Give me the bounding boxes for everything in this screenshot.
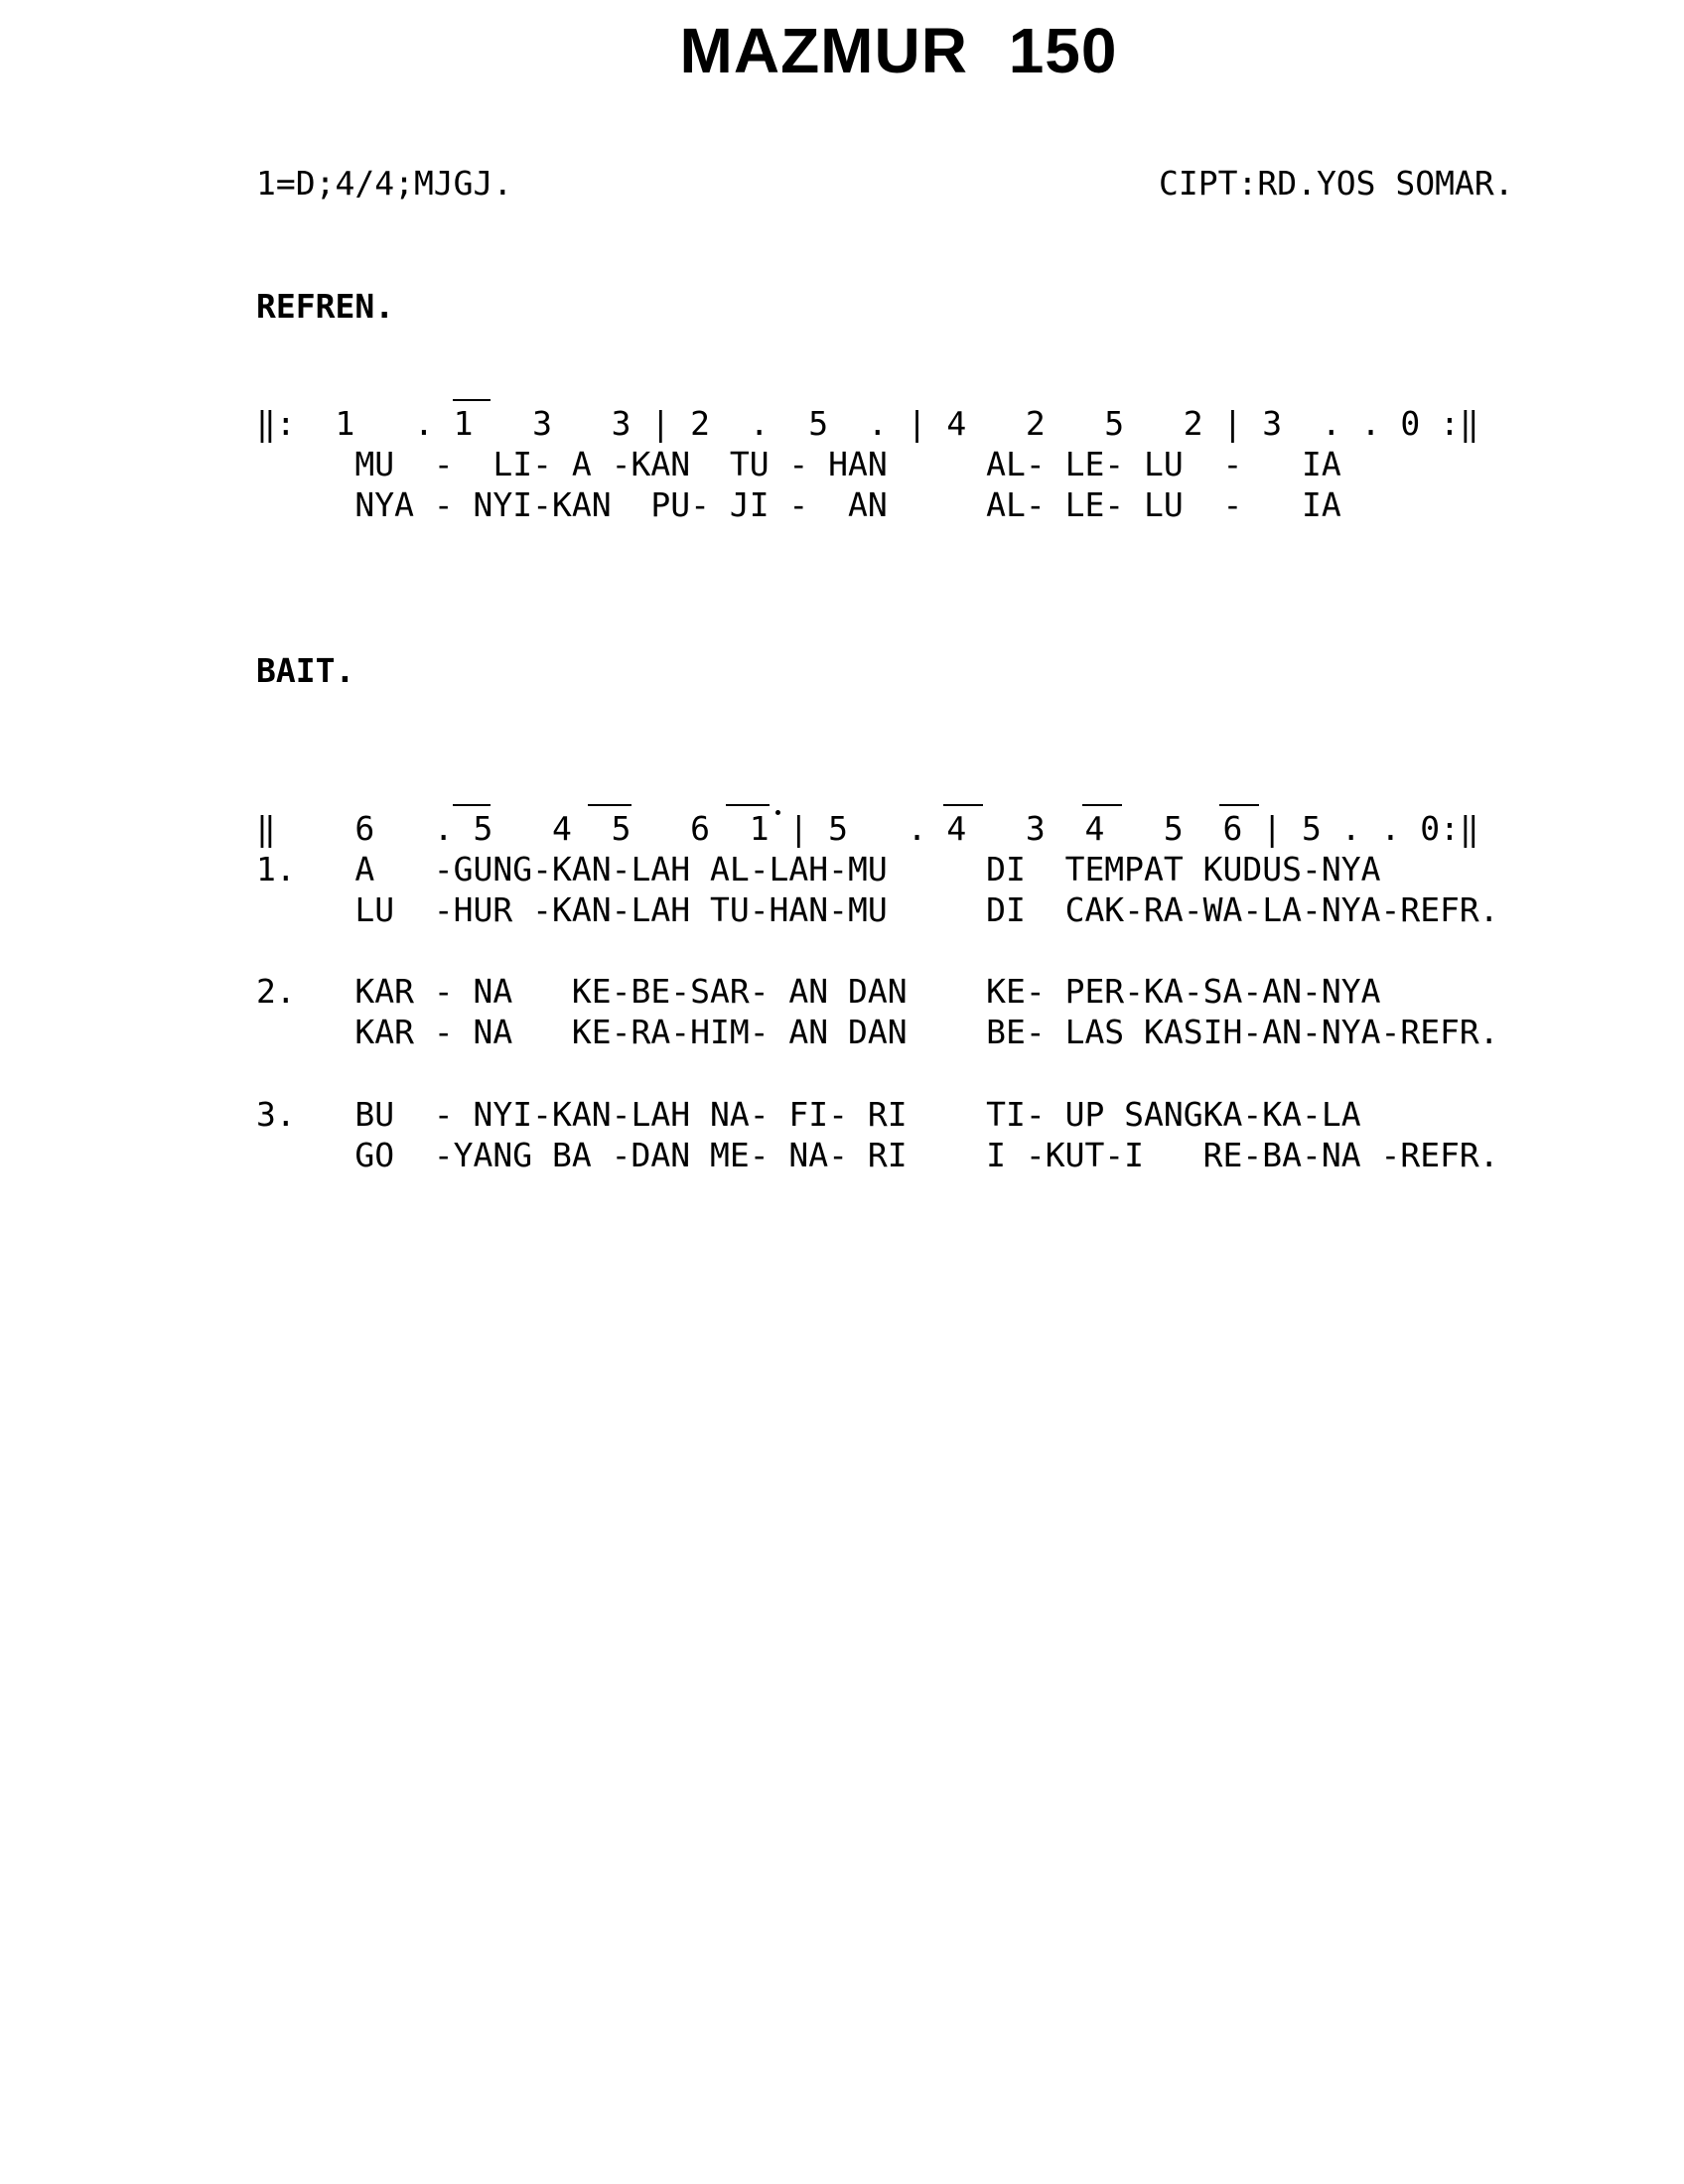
stanza-3-line-2: GO -YANG BA -DAN ME- NA- RI I -KUT-I RE-BA-NA -REFR.: [256, 1136, 1499, 1174]
song-title: MAZMUR 150: [679, 15, 1118, 86]
verse-label: BAIT.: [256, 651, 355, 690]
verse-beam: [943, 804, 983, 806]
stanza-2-line-1: 2. KAR - NA KE-BE-SAR- AN DAN KE- PER-KA-SA-AN-NYA: [256, 972, 1381, 1011]
refrain-lyric-line-2: NYA - NYI-KAN PU- JI - AN AL- LE- LU - IA: [256, 485, 1341, 524]
verse-beam: [1219, 804, 1259, 806]
composer-credit: CIPT:RD.YOS SOMAR.: [1159, 164, 1514, 203]
stanza-3-line-1: 3. BU - NYI-KAN-LAH NA- FI- RI TI- UP SANGKA-KA-LA: [256, 1095, 1361, 1134]
stanza-1-line-1: 1. A -GUNG-KAN-LAH AL-LAH-MU DI TEMPAT KUDUS-NYA: [256, 850, 1381, 888]
key-signature: 1=D;4/4;MJGJ.: [256, 164, 513, 203]
verse-notation: ‖ 6 . 5 4 5 6 1 | 5 . 4 3 4 5 6 | 5 . . 0:‖: [256, 809, 1479, 848]
verse-beam: [726, 804, 770, 806]
verse-beam: [453, 804, 491, 806]
stanza-2-line-2: KAR - NA KE-RA-HIM- AN DAN BE- LAS KASIH-AN-NYA-REFR.: [256, 1013, 1499, 1051]
refrain-notation: ‖: 1 . 1 3 3 | 2 . 5 . | 4 2 5 2 | 3 . . 0 :‖: [256, 404, 1479, 443]
stanza-1-line-2: LU -HUR -KAN-LAH TU-HAN-MU DI CAK-RA-WA-LA-NYA-REFR.: [256, 890, 1499, 929]
verse-beam: [1082, 804, 1122, 806]
refrain-label: REFREN.: [256, 287, 395, 326]
verse-beam: [588, 804, 632, 806]
refrain-lyric-line-1: MU - LI- A -KAN TU - HAN AL- LE- LU - IA: [256, 445, 1341, 483]
refrain-beam: [453, 399, 491, 401]
